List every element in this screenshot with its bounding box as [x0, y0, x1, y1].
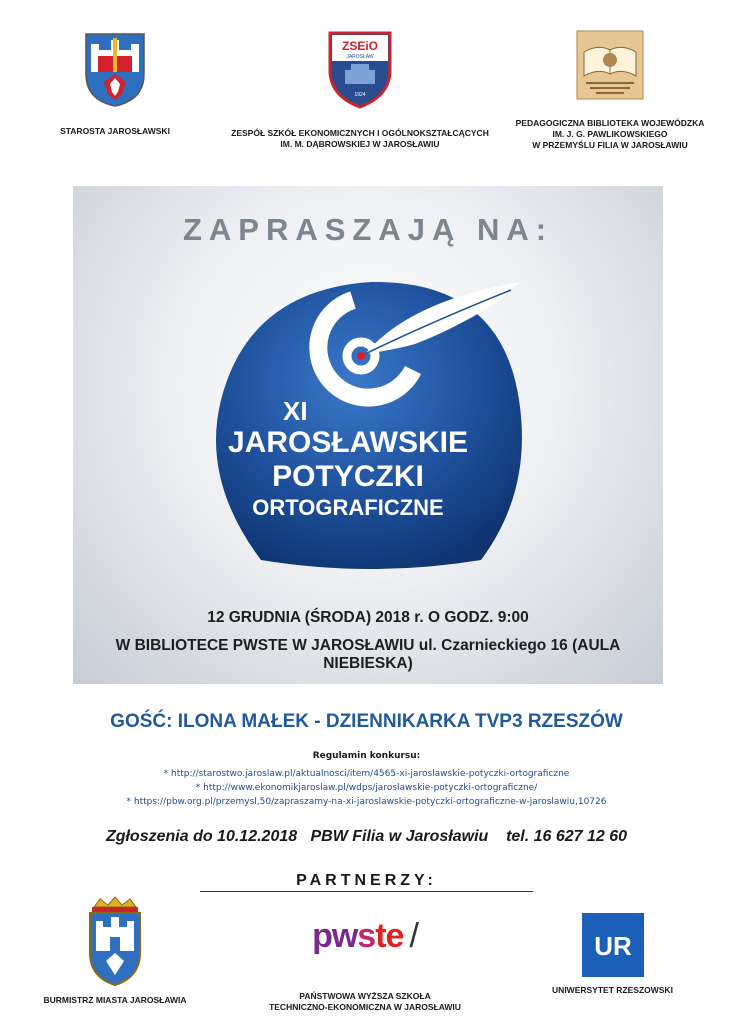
- invite-heading: ZAPRASZAJĄ NA:: [182, 212, 554, 247]
- rules-link-pbw[interactable]: * https://pbw.org.pl/przemysl,50/zapraszamy-na-xi-jaroslawskie-potyczki-ortograficzne-w-jaroslawiu,10726: [126, 797, 607, 807]
- organizer-starosta: [30, 30, 200, 137]
- organizer-name-line2: IM. J. G. PAWLIKOWSKIEGO: [552, 129, 668, 139]
- organizer-library: [495, 30, 725, 151]
- zseio-logo-year: 1924: [354, 92, 366, 98]
- event-banner: [73, 186, 663, 684]
- ur-logo-text: UR: [593, 931, 632, 961]
- zseio-logo-text: ZSEiO: [341, 39, 379, 53]
- rules-heading: Regulamin konkursu:: [312, 751, 421, 761]
- registration-line: Zgłoszenia do 10.12.2018 PBW Filia w Jarosławiu tel. 16 627 12 60: [105, 828, 628, 845]
- burmistrz-coat-of-arms-icon: [84, 895, 146, 989]
- ur-university-logo-icon: [582, 913, 644, 977]
- partner-pwste: [230, 895, 500, 1013]
- library-book-logo-icon: [576, 30, 644, 100]
- zseio-logo-sub: JAROSŁAW: [346, 54, 374, 60]
- guest-line: GOŚĆ: ILONA MAŁEK - DZIENNIKARKA TVP3 RZESZÓW: [110, 711, 623, 732]
- event-title: [223, 396, 473, 522]
- event-edition: XI: [283, 396, 308, 426]
- partner-name-line1: PAŃSTWOWA WYŻSZA SZKOŁA: [299, 991, 431, 1001]
- pwste-logo-part1: pw: [312, 917, 358, 955]
- partners-heading: PARTNERZY:: [296, 872, 437, 889]
- event-place: W BIBLIOTECE PWSTE W JAROSŁAWIU ul. Czarnieckiego 16 (AULA NIEBIESKA): [115, 637, 621, 672]
- partner-burmistrz: [30, 895, 200, 1006]
- pwste-logo: [312, 917, 418, 969]
- partners-divider: [200, 891, 533, 892]
- rules-link-starostwo[interactable]: * http://starostwo.jaroslaw.pl/aktualnosci/item/4565-xi-jaroslawskie-potyczki-ortograficzne: [163, 769, 570, 779]
- zseio-shield-logo-icon: [327, 30, 393, 110]
- jaroslaw-coat-of-arms-icon: [82, 30, 148, 108]
- pwste-logo-part3: te: [375, 917, 404, 955]
- organizer-name-line2: IM. M. DĄBROWSKIEJ W JAROSŁAWIU: [280, 139, 440, 149]
- event-title-line2: POTYCZKI: [272, 460, 424, 493]
- partner-name: BURMISTRZ MIASTA JAROSŁAWIA: [43, 995, 187, 1005]
- organizer-school: [210, 30, 510, 150]
- organizer-name-line3: W PRZEMYŚLU FILIA W JAROSŁAWIU: [532, 140, 688, 150]
- organizer-name-line1: PEDAGOGICZNA BIBLIOTEKA WOJEWÓDZKA: [515, 118, 705, 128]
- partner-name-line2: TECHNICZNO-EKONOMICZNA W JAROSŁAWIU: [269, 1002, 461, 1012]
- event-title-line3: ORTOGRAFICZNE: [252, 495, 444, 520]
- organizer-name-line1: ZESPÓŁ SZKÓŁ EKONOMICZNYCH I OGÓLNOKSZTAŁCĄCYCH: [231, 128, 489, 138]
- event-date: 12 GRUDNIA (ŚRODA) 2018 r. O GODZ. 9:00: [207, 609, 529, 626]
- partner-name: UNIWERSYTET RZESZOWSKI: [552, 985, 673, 995]
- organizer-name: STAROSTA JAROSŁAWSKI: [60, 126, 170, 136]
- partner-ur: [520, 895, 705, 996]
- pwste-logo-part2: s: [357, 917, 376, 955]
- pwste-logo-slash: /: [409, 917, 418, 955]
- event-title-line1: JAROSŁAWSKIE: [227, 426, 469, 459]
- rules-link-ekonomik[interactable]: * http://www.ekonomikjaroslaw.pl/wdps/jaroslawskie-potyczki-ortograficzne/: [195, 783, 538, 793]
